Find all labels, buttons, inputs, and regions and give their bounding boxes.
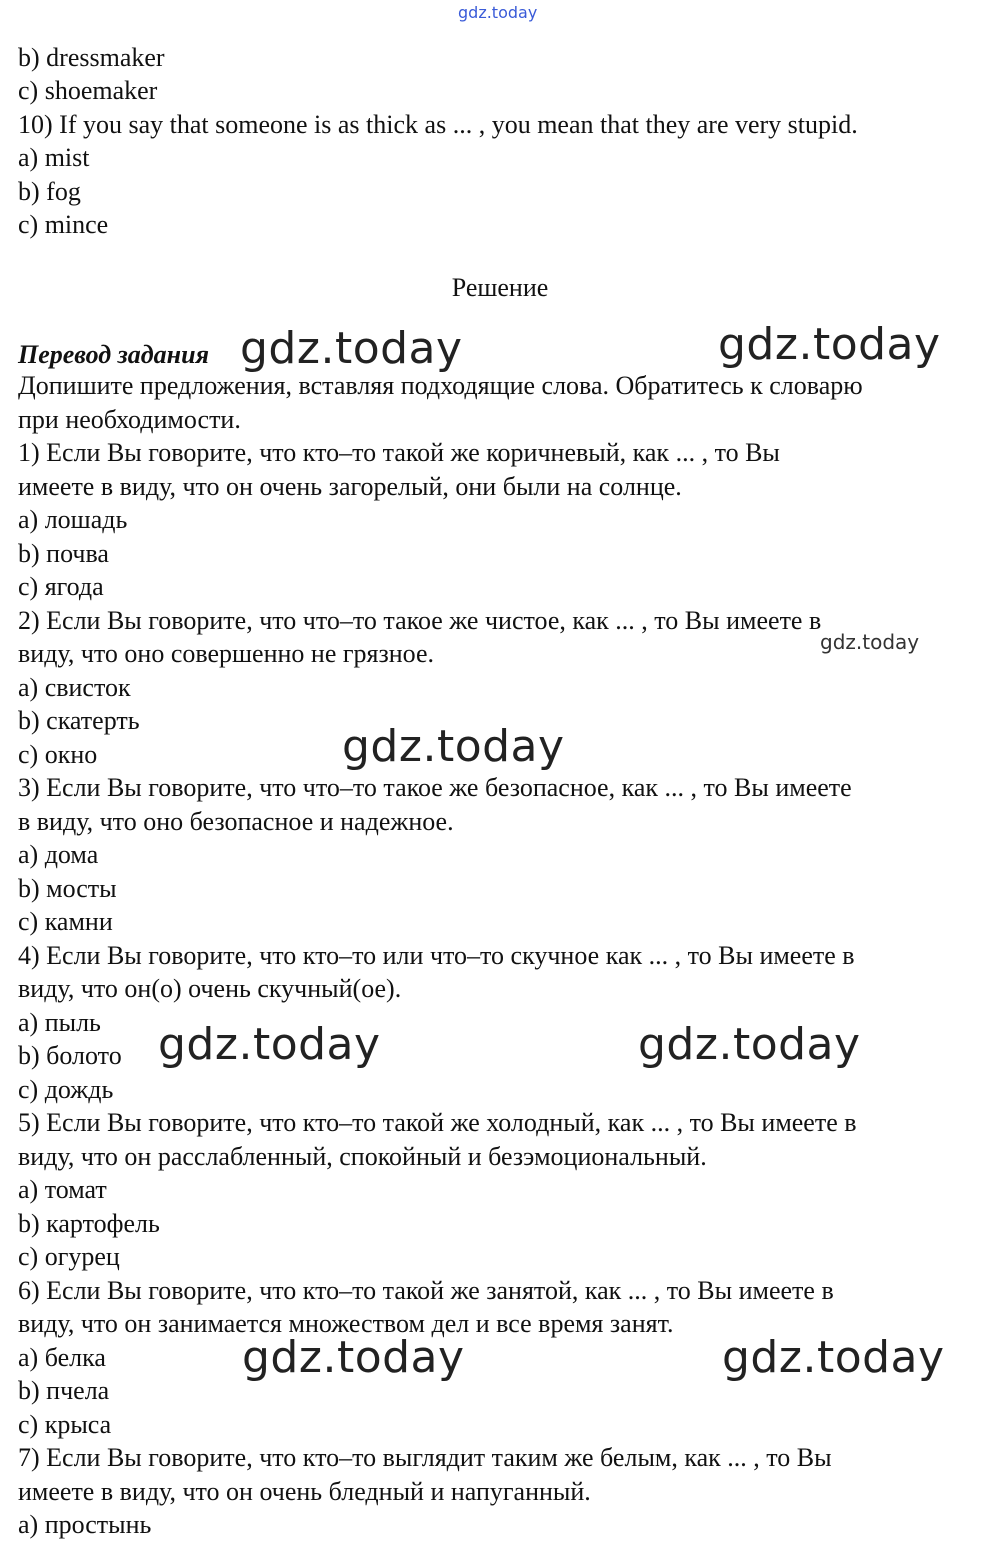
top-line: c) shoemaker [18,76,158,105]
body-line: c) окно [18,740,98,769]
watermark: gdz.today [718,319,941,370]
body-line: c) камни [18,907,113,936]
body-line: 2) Если Вы говорите, что что–то такое же чистое, как ... , то Вы имеете в [18,606,822,635]
body-line: a) лошадь [18,505,128,534]
body-line: c) огурец [18,1242,120,1271]
body-line: при необходимости. [18,405,241,434]
body-line: a) пыль [18,1008,101,1037]
body-line: a) простынь [18,1510,152,1539]
top-line: a) mist [18,143,90,172]
watermark: gdz.today [240,323,463,374]
body-line: 1) Если Вы говорите, что кто–то такой же коричневый, как ... , то Вы [18,438,780,467]
watermark-small: gdz.today [820,630,920,654]
top-line: b) fog [18,177,81,206]
body-line: 7) Если Вы говорите, что кто–то выглядит таким же белым, как ... , то Вы [18,1443,832,1472]
body-line: виду, что он расслабленный, спокойный и безэмоциональный. [18,1142,707,1171]
body-line: в виду, что оно безопасное и надежное. [18,807,454,836]
body-line: 6) Если Вы говорите, что кто–то такой же занятой, как ... , то Вы имеете в [18,1276,834,1305]
body-line: a) дома [18,840,99,869]
watermark-top: gdz.today [458,3,538,22]
watermark: gdz.today [722,1332,945,1383]
top-line: b) dressmaker [18,43,165,72]
watermark: gdz.today [242,1332,465,1383]
body-line: 5) Если Вы говорите, что кто–то такой же холодный, как ... , то Вы имеете в [18,1108,857,1137]
translation-heading: Перевод задания [18,340,209,369]
body-line: 4) Если Вы говорите, что кто–то или что–то скучное как ... , то Вы имеете в [18,941,855,970]
body-line: 3) Если Вы говорите, что что–то такое же безопасное, как ... , то Вы имеете [18,773,852,802]
body-line: c) крыса [18,1410,112,1439]
body-line: виду, что он(о) очень скучный(ое). [18,974,402,1003]
body-line: a) свисток [18,673,131,702]
body-line: Допишите предложения, вставляя подходящие слова. Обратитесь к словарю [18,371,863,400]
body-line: b) мосты [18,874,117,903]
body-line: b) почва [18,539,109,568]
body-line: виду, что он занимается множеством дел и все время занят. [18,1309,674,1338]
body-line: имеете в виду, что он очень бледный и напуганный. [18,1477,591,1506]
watermark: gdz.today [342,721,565,772]
top-line: c) mince [18,210,109,239]
top-line: 10) If you say that someone is as thick as ... , you mean that they are very stupid. [18,110,858,139]
watermark: gdz.today [638,1019,861,1070]
body-line: b) болото [18,1041,122,1070]
body-line: b) скатерть [18,706,140,735]
watermark: gdz.today [158,1019,381,1070]
body-line: b) пчела [18,1376,110,1405]
body-line: c) дождь [18,1075,114,1104]
body-line: имеете в виду, что он очень загорелый, они были на солнце. [18,472,682,501]
body-line: a) томат [18,1175,107,1204]
body-line: виду, что оно совершенно не грязное. [18,639,435,668]
solution-heading: Решение [451,273,549,302]
body-line: c) ягода [18,572,104,601]
body-line: a) белка [18,1343,106,1372]
body-line: b) картофель [18,1209,160,1238]
